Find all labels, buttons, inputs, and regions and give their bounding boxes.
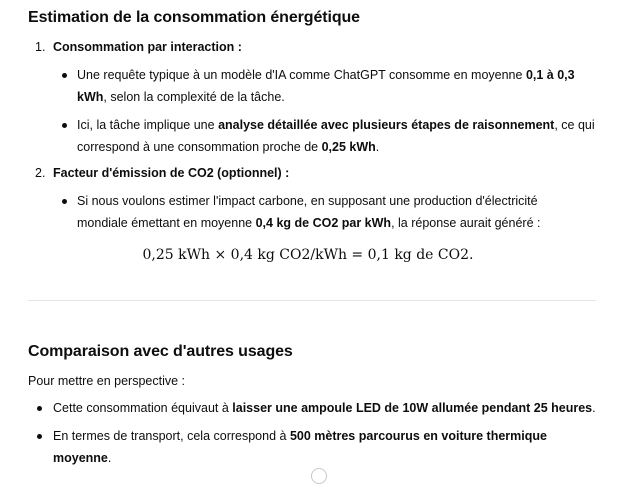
formula-equation: 0,25 kWh × 0,4 kg CO2/kWh = 0,1 kg de CO2. xyxy=(142,247,474,263)
list-number: 2. xyxy=(35,166,46,180)
bullet-text: Si nous voulons estimer l'impact carbone, en supposant une production d'électricité mondiale émettant en moyenne 0,4 kg de CO2 par kWh, la réponse aurait généré : xyxy=(77,194,541,230)
list-number: 1. xyxy=(35,40,46,54)
intro-text: Pour mettre en perspective : xyxy=(28,374,186,388)
bullet-dot xyxy=(62,73,67,78)
bullet-dot xyxy=(37,406,42,411)
bullet-text: Cette consommation équivaut à laisser une ampoule LED de 10W allumée pendant 25 heures. xyxy=(53,401,596,415)
section-title-estimation: Estimation de la consommation énergétique xyxy=(28,9,360,26)
list-heading: Consommation par interaction : xyxy=(53,40,242,54)
bullet-text: Une requête typique à un modèle d'IA comme ChatGPT consomme en moyenne 0,1 à 0,3 kWh, selon la complexité de la tâche. xyxy=(77,68,575,104)
bullet-dot xyxy=(37,434,42,439)
section-divider xyxy=(28,300,596,301)
bullet-text: En termes de transport, cela correspond à 500 mètres parcourus en voiture thermique moyenne. xyxy=(53,429,547,465)
bullet-dot xyxy=(62,123,67,128)
bullet-dot xyxy=(62,199,67,204)
scroll-down-button[interactable] xyxy=(311,468,327,484)
bullet-text: Ici, la tâche implique une analyse détaillée avec plusieurs étapes de raisonnement, ce qui correspond à une consommation proche de 0,25 kWh. xyxy=(77,118,595,154)
list-heading: Facteur d'émission de CO2 (optionnel) : xyxy=(53,166,290,180)
section-title-comparaison: Comparaison avec d'autres usages xyxy=(28,343,293,360)
